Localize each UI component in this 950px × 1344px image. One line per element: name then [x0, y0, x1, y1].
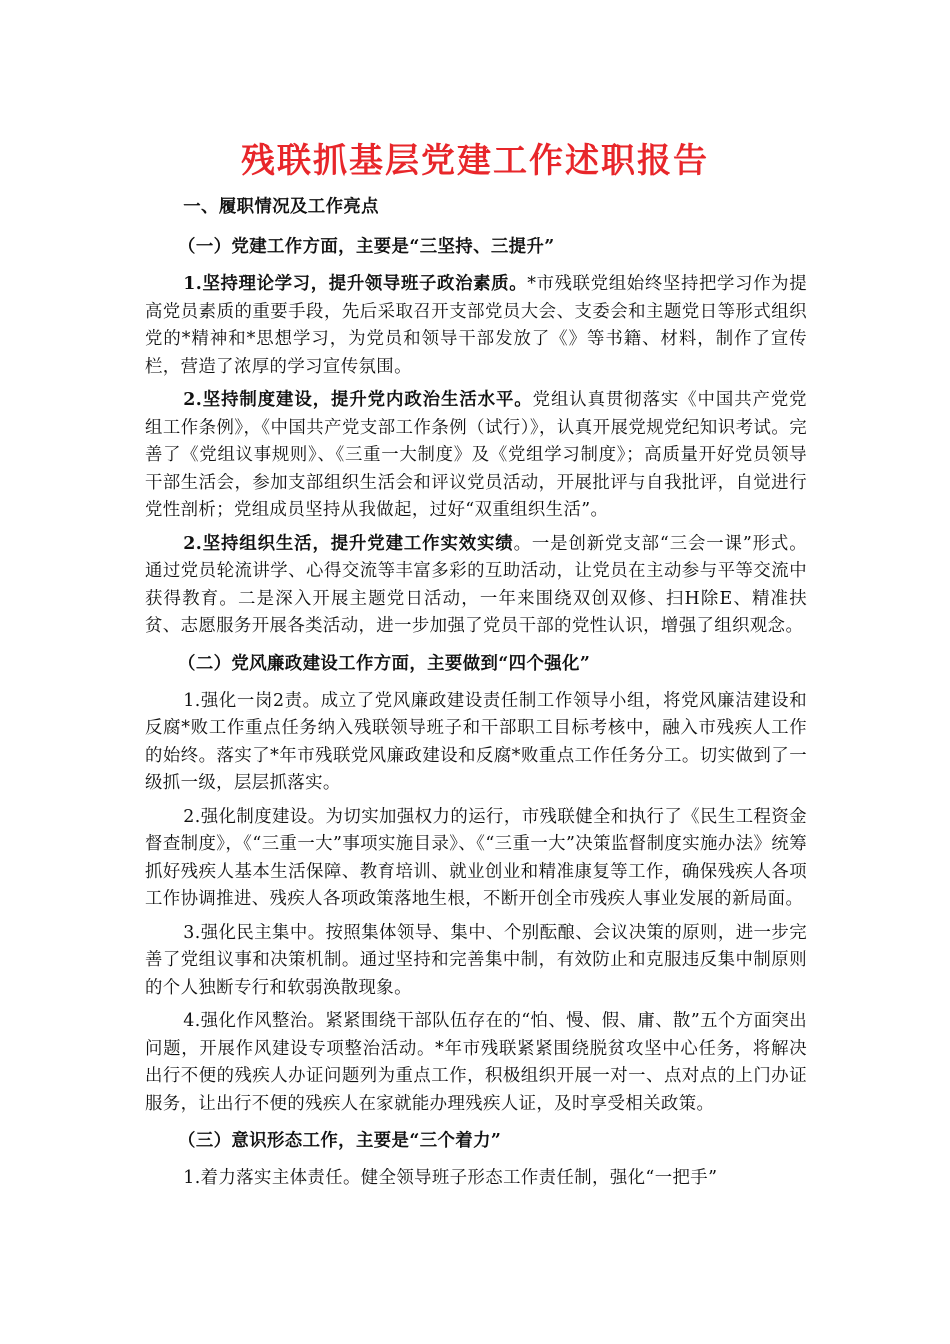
paragraph-lead: 2.坚持组织生活，提升党建工作实效实绩 — [183, 533, 514, 554]
paragraph: 1.着力落实主体责任。健全领导班子形态工作责任制，强化“一把手” — [183, 1168, 718, 1188]
paragraph: 2.强化制度建设。为切实加强权力的运行，市残联健全和执行了《民生工程资金督查制度》，《“三重一大”事项实施目录》、《“三重一大”决策监督制度实施办法》统筹抓好残疾人基本生活保障、教育培训、就业创业和精准康复等工作，确保残疾人各项工作协调推进、残疾人各项政策落地生根，不断开创全市残疾人事业发展的新局面。 — [145, 806, 807, 909]
paragraph: 3.强化民主集中。按照集体领导、集中、个别酝酿、会议决策的原则，进一步完善了党组议事和决策机制。通过坚持和完善集中制，有效防止和克服违反集中制原则的个人独断专行和软弱涣散现象。 — [145, 922, 807, 998]
paragraph: 4.强化作风整治。紧紧围绕干部队伍存在的“怕、慢、假、庸、散”五个方面突出问题，开展作风建设专项整治活动。*年市残联紧紧围绕脱贫攻坚中心任务，将解决出行不便的残疾人办证问题列为重点工作，积极组织开展一对一、点对点的上门办证服务，让出行不便的残疾人在家就能办理残疾人证，及时享受相关政策。 — [145, 1011, 807, 1114]
section-heading: 一、履职情况及工作亮点 — [183, 197, 379, 217]
paragraph-text: *市残联党组始终坚持把学习作为提高党员素质的重要手段，先后采取召开支部党员大会、支委会和主题党日等形式组织党的*精神和*思想学习，为党员和领导干部发放了《》等书籍、材料，制作了宣传栏，营造了浓厚的学习宣传氛围。 — [145, 274, 807, 377]
document-body — [145, 190, 807, 1199]
paragraph: 1.强化一岗2责。成立了党风廉政建设责任制工作领导小组，将党风廉洁建设和反腐*败工作重点任务纳入残联领导班子和干部职工目标考核中，融入市残疾人工作的始终。落实了*年市残联党风廉政建设和反腐*败重点工作任务分工。切实做到了一级抓一级，层层抓落实。 — [145, 690, 807, 793]
paragraph — [145, 531, 807, 641]
subsection-heading: （一）党建工作方面，主要是“三坚持、三提升” — [178, 237, 555, 257]
paragraph — [145, 387, 807, 525]
document-title: 残联抓基层党建工作述职报告 — [241, 141, 709, 181]
paragraph — [145, 271, 807, 381]
paragraph-text: 党组认真贯彻落实《中国共产党党组工作条例》，《中国共产党支部工作条例（试行）》，认真开展党规党纪知识考试。完善了《党组议事规则》、《三重一大制度》及《党组学习制度》；高质量开好党员领导干部生活会，参加支部组织生活会和评议党员活动，开展批评与自我批评，自觉进行党性剖析；党组成员坚持从我做起，过好“双重组织生活”。 — [145, 390, 807, 520]
subsection-heading: （二）党风廉政建设工作方面，主要做到“四个强化” — [178, 653, 591, 674]
paragraph-text: 。一是创新党支部“三会一课”形式。通过党员轮流讲学、心得交流等丰富多彩的互助活动，让党员在主动参与平等交流中获得教育。二是深入开展主题党日活动，一年来围绕双创双修、扫H除E、精准扶贫、志愿服务开展各类活动，进一步加强了党员干部的党性认识，增强了组织观念。 — [145, 533, 807, 636]
paragraph-lead: 2.坚持制度建设，提升党内政治生活水平。 — [183, 390, 533, 410]
subsection-heading: （三）意识形态工作，主要是“三个着力” — [178, 1131, 502, 1151]
paragraph-lead: 1.坚持理论学习，提升领导班子政治素质。 — [183, 274, 528, 294]
